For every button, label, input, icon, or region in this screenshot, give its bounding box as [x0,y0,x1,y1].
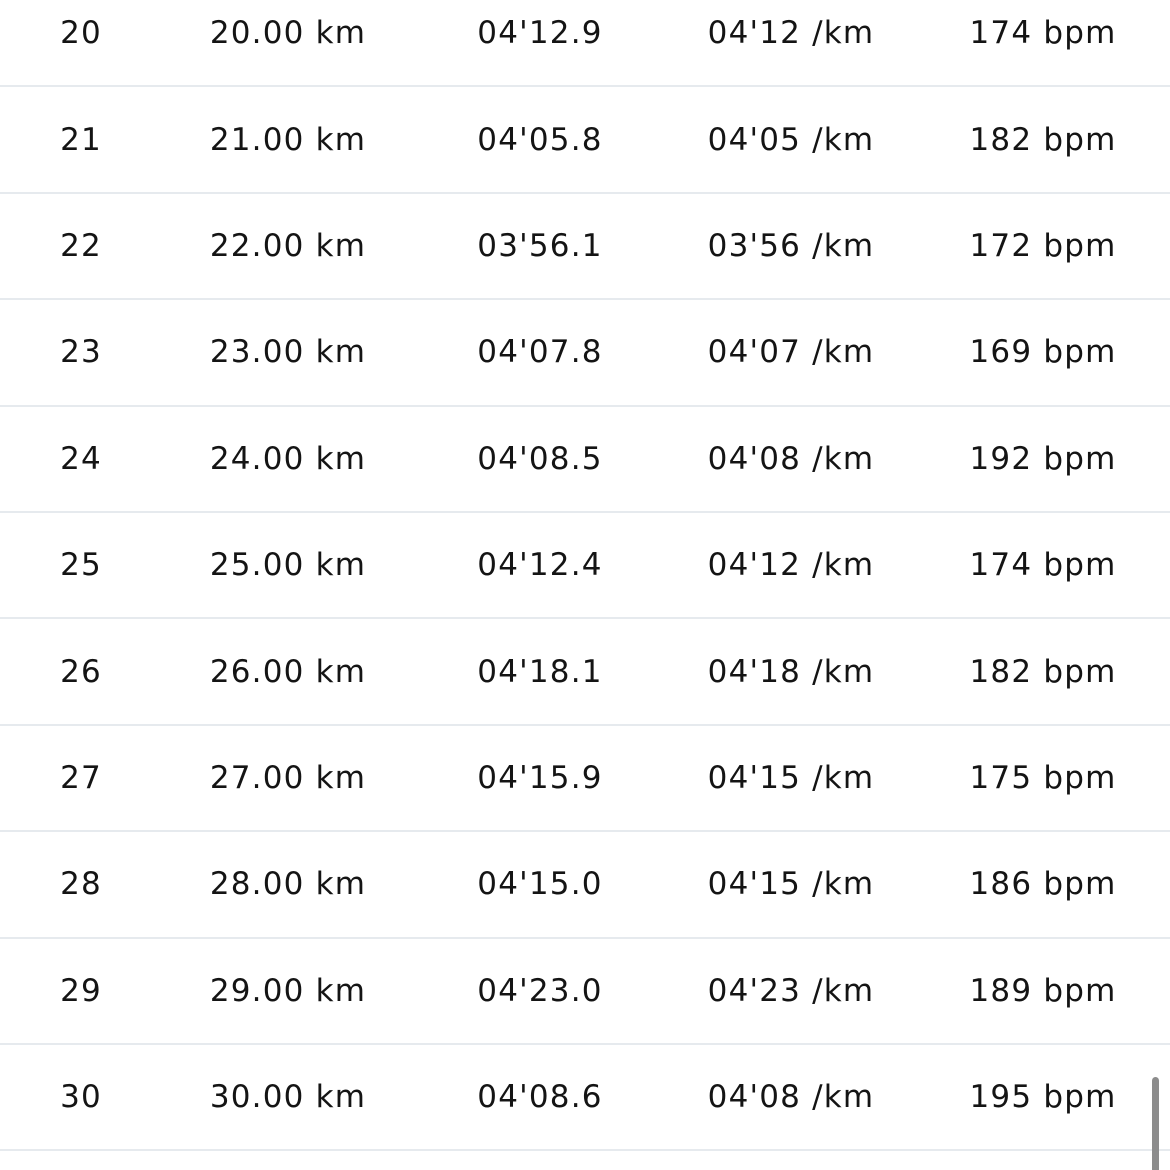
split-distance: 21.00 km [209,121,367,158]
split-heart-rate: 192 bpm [969,440,1117,477]
split-number: 21 [60,121,102,158]
split-heart-rate: 175 bpm [969,759,1117,796]
split-number: 26 [60,653,102,690]
vertical-scrollbar[interactable] [1152,1077,1159,1170]
split-time: 04'15.9 [477,759,603,796]
split-row [0,619,1170,725]
split-pace: 04'08 /km [707,440,875,477]
split-pace: 04'07 /km [707,334,875,371]
split-pace: 04'08 /km [707,1079,875,1116]
split-row [0,87,1170,193]
split-distance: 26.00 km [209,653,367,690]
split-number: 28 [60,866,102,903]
split-time: 04'07.8 [477,334,603,371]
split-pace: 04'15 /km [707,759,875,796]
split-number: 24 [60,440,102,477]
split-time: 04'15.0 [477,866,603,903]
split-row [0,0,1170,87]
split-row [0,726,1170,832]
split-number: 30 [60,1079,102,1116]
split-time: 03'56.1 [477,227,603,264]
split-pace: 04'23 /km [707,972,875,1009]
split-time: 04'08.6 [477,1079,603,1116]
split-pace: 04'12 /km [707,15,875,52]
split-heart-rate: 189 bpm [969,972,1117,1009]
split-distance: 24.00 km [209,440,367,477]
split-number: 22 [60,227,102,264]
split-pace: 04'15 /km [707,866,875,903]
split-number: 20 [60,15,102,52]
split-time: 04'23.0 [477,972,603,1009]
split-heart-rate: 195 bpm [969,1079,1117,1116]
split-distance: 25.00 km [209,547,367,584]
split-distance: 30.00 km [209,1079,367,1116]
split-heart-rate: 182 bpm [969,653,1117,690]
split-number: 27 [60,759,102,796]
split-pace: 03'56 /km [707,227,875,264]
split-time: 04'08.5 [477,440,603,477]
split-row [0,832,1170,938]
split-distance: 23.00 km [209,334,367,371]
split-time: 04'12.4 [477,547,603,584]
split-number: 23 [60,334,102,371]
split-row [0,300,1170,406]
split-time: 04'18.1 [477,653,603,690]
split-heart-rate: 174 bpm [969,547,1117,584]
split-heart-rate: 182 bpm [969,121,1117,158]
split-pace: 04'18 /km [707,653,875,690]
split-heart-rate: 174 bpm [969,15,1117,52]
split-row [0,939,1170,1045]
split-distance: 20.00 km [209,15,367,52]
split-heart-rate: 169 bpm [969,334,1117,371]
split-row [0,407,1170,513]
split-distance: 29.00 km [209,972,367,1009]
split-pace: 04'12 /km [707,547,875,584]
split-time: 04'05.8 [477,121,603,158]
split-number: 29 [60,972,102,1009]
split-row [0,513,1170,619]
split-row [0,1045,1170,1151]
split-row [0,194,1170,300]
split-distance: 28.00 km [209,866,367,903]
split-heart-rate: 172 bpm [969,227,1117,264]
split-heart-rate: 186 bpm [969,866,1117,903]
split-number: 25 [60,547,102,584]
split-distance: 27.00 km [209,759,367,796]
split-distance: 22.00 km [209,227,367,264]
split-pace: 04'05 /km [707,121,875,158]
split-time: 04'12.9 [477,15,603,52]
